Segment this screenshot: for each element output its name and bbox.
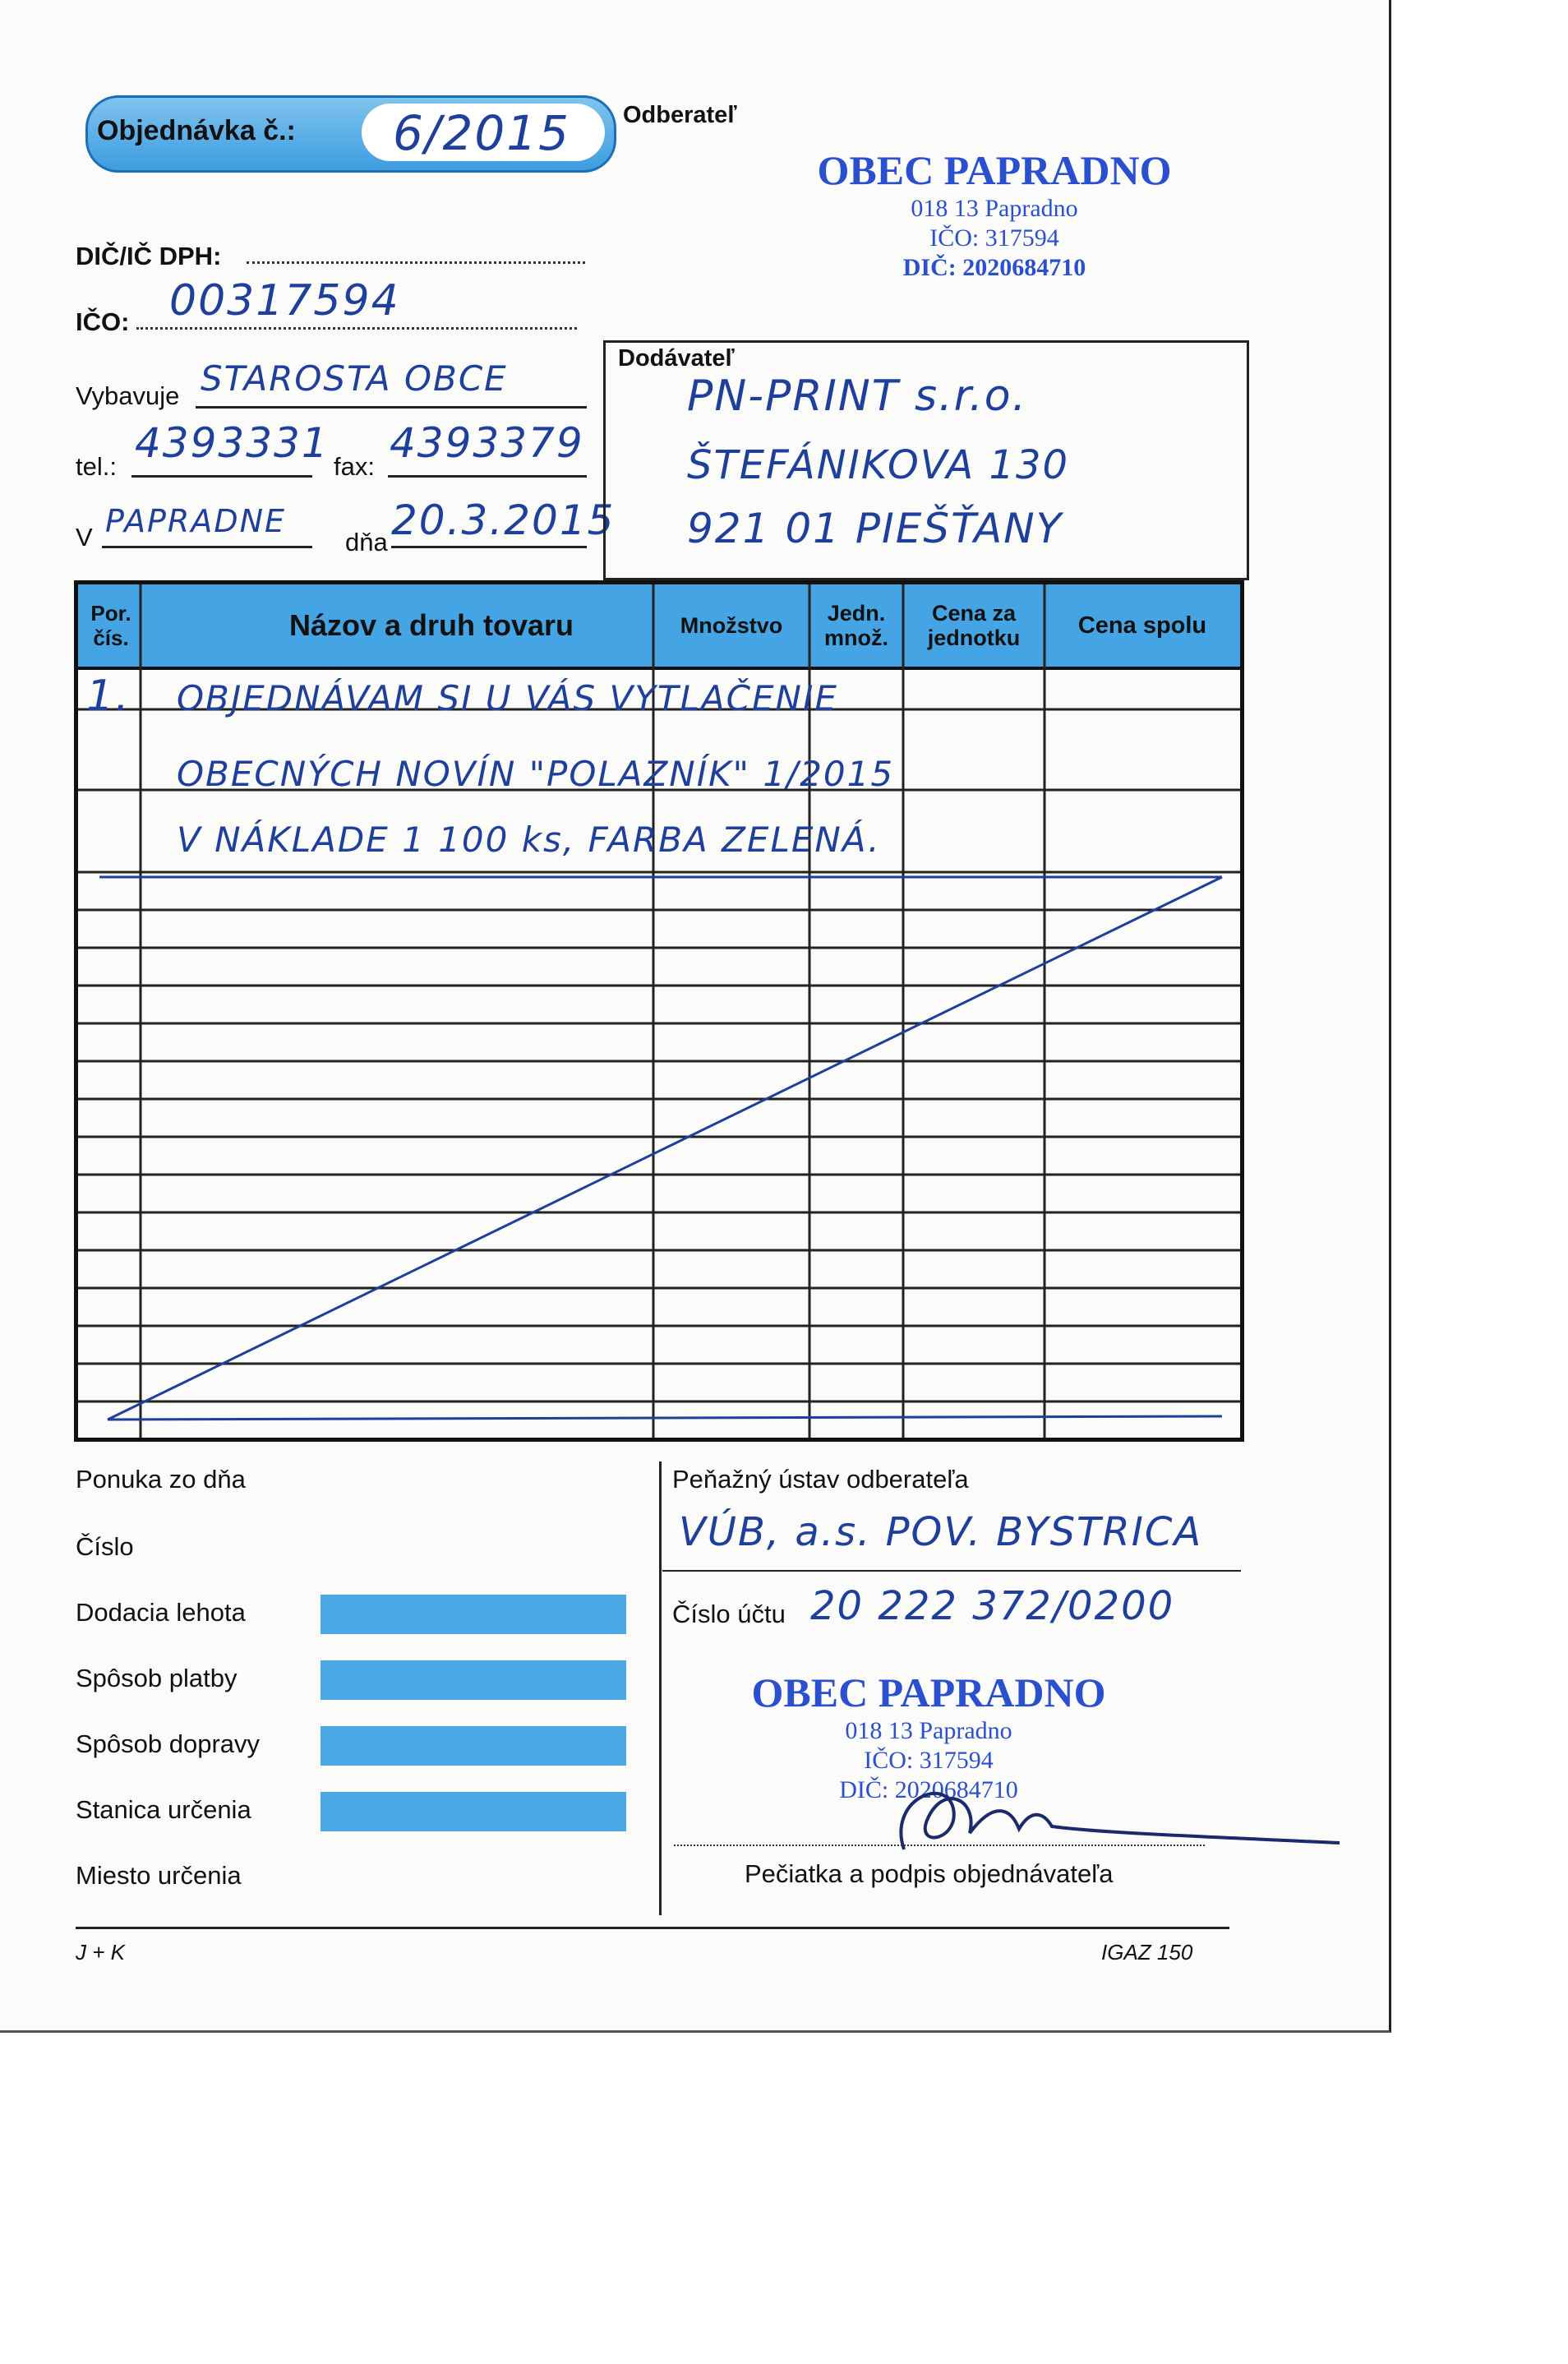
signature-stamp-address: 018 13 Papradno xyxy=(845,1717,1012,1744)
tel-value: 4393331 xyxy=(135,419,330,467)
supplier-label: Dodávateľ xyxy=(618,345,735,372)
payment-label: Spôsob platby xyxy=(76,1664,238,1692)
items-table xyxy=(74,580,1244,1442)
header-total: Cena spolu xyxy=(1077,612,1207,639)
header-por: Por. čís. xyxy=(90,601,131,650)
dic-field xyxy=(247,261,585,264)
bank-value: VÚB, a.s. POV. BYSTRICA xyxy=(679,1509,1203,1555)
buyer-stamp-ico: IČO: 317594 xyxy=(929,224,1059,252)
supplier-line-1: PN-PRINT s.r.o. xyxy=(687,372,1028,421)
transport-label: Spôsob dopravy xyxy=(76,1729,261,1758)
issued-by-line xyxy=(196,406,587,409)
delivery-label: Dodacia lehota xyxy=(76,1598,246,1627)
handwritten-signature xyxy=(855,1751,1348,1866)
fax-label: fax: xyxy=(334,452,375,481)
supplier-line-3: 921 01 PIEŠŤANY xyxy=(687,505,1063,552)
supplier-line-2: ŠTEFÁNIKOVA 130 xyxy=(687,442,1070,488)
destination-label: Miesto určenia xyxy=(76,1861,242,1890)
issued-by-value: STAROSTA OBCE xyxy=(201,358,508,399)
place-line xyxy=(102,546,312,548)
bank-label: Peňažný ústav odberateľa xyxy=(672,1465,969,1494)
ico-value: 00317594 xyxy=(169,276,400,326)
buyer-stamp-name: OBEC PAPRADNO xyxy=(817,147,1172,193)
footer-divider xyxy=(659,1461,662,1915)
place-value: PAPRADNE xyxy=(105,503,287,539)
station-label: Stanica určenia xyxy=(76,1795,251,1824)
signature-line xyxy=(674,1845,1205,1846)
account-label: Číslo účtu xyxy=(672,1600,786,1628)
buyer-stamp-address: 018 13 Papradno xyxy=(911,195,1078,222)
issued-by-label: Vybavuje xyxy=(76,381,180,410)
signature-stamp-ico: IČO: 317594 xyxy=(864,1747,994,1774)
left-code: J + K xyxy=(76,1940,125,1965)
ico-field xyxy=(136,327,577,330)
dic-label: DIČ/IČ DPH: xyxy=(76,242,222,270)
order-label: Objednávka č.: xyxy=(97,115,296,146)
tel-label: tel.: xyxy=(76,452,117,481)
signature-stamp-name: OBEC PAPRADNO xyxy=(751,1669,1106,1715)
offer-label: Ponuka zo dňa xyxy=(76,1465,246,1494)
item-line-3: V NÁKLADE 1 100 ks, FARBA ZELENÁ. xyxy=(177,820,881,860)
header-qty: Množstvo xyxy=(680,613,783,638)
buyer-stamp-dic: DIČ: 2020684710 xyxy=(902,254,1086,281)
right-code: IGAZ 150 xyxy=(1101,1940,1193,1965)
fax-line xyxy=(388,475,587,478)
buyer-stamp xyxy=(789,146,1200,283)
fax-value: 4393379 xyxy=(390,419,584,467)
item-line-2: OBECNÝCH NOVÍN "POLAZNÍK" 1/2015 xyxy=(177,754,895,794)
bank-separator xyxy=(662,1570,1241,1572)
signature-stamp-dic: DIČ: 2020684710 xyxy=(839,1776,1018,1803)
tel-line xyxy=(131,475,312,478)
row-number: 1. xyxy=(86,672,131,721)
signature-label: Pečiatka a podpis objednávateľa xyxy=(745,1859,1114,1888)
date-label: dňa xyxy=(345,528,388,556)
header-unit: Jedn. množ. xyxy=(824,601,888,650)
delivery-field xyxy=(321,1595,626,1634)
number-label: Číslo xyxy=(76,1532,134,1561)
ico-label: IČO: xyxy=(76,307,130,336)
buyer-label: Odberateľ xyxy=(623,102,737,128)
header-unit-price: Cena za jednotku xyxy=(927,601,1021,650)
bottom-rule xyxy=(76,1927,1229,1929)
date-value: 20.3.2015 xyxy=(391,496,616,544)
header-name: Názov a druh tovaru xyxy=(288,608,574,642)
payment-field xyxy=(321,1660,626,1700)
item-line-1: OBJEDNÁVAM SI U VÁS VYTLAČENIE xyxy=(177,678,838,718)
date-line xyxy=(391,546,587,548)
place-label: V xyxy=(76,523,93,552)
station-field xyxy=(321,1792,626,1831)
account-value: 20 222 372/0200 xyxy=(810,1583,1175,1629)
order-number-value: 6/2015 xyxy=(393,105,571,161)
transport-field xyxy=(321,1726,626,1766)
